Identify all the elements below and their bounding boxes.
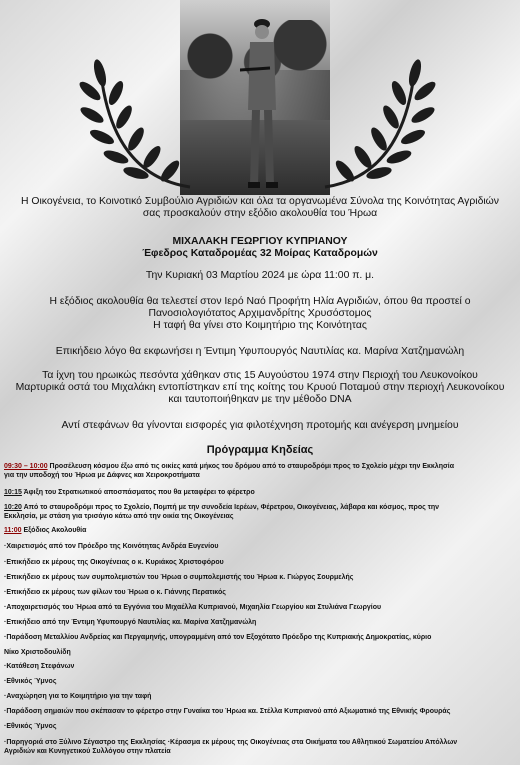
program-item: ·Παράδοση σημαιών που σκέπασαν το φέρετρο στην Γυναίκα του Ήρωα κα. Στέλλα Κυπριανού από Αξιωματικό της Εθνικής Φρουράς [4, 708, 451, 715]
program-item: ·Παράδοση Μεταλλίου Ανδρείας και Περγαμηνής, υπογραμμένη από τον Εξοχότατο Πρόεδρο της Κυπριακής Δημοκρατίας, κύριο Νίκο Χριστοδουλίδη [4, 634, 432, 656]
program-item: ·Χαιρετισμός από τον Πρόεδρο της Κοινότητας Ανδρέα Ευγενίου [4, 543, 219, 550]
hero-rank: Έφεδρος Καταδρομέας 32 Μοίρας Καταδρομών [142, 248, 378, 259]
program-item: ·Επικήδειο εκ μέρους των φίλων του Ήρωα ο κ. Γιάννης Περατικός [4, 589, 226, 596]
program-item: ·Εθνικός Ύμνος [4, 723, 57, 730]
program-item: 10:20 Από το σταυροδρόμι προς το Σχολείο, Πομπή με την συνοδεία Ιερέων, Φέρετρου, Οικογένειας, λάβαρα και κόσμος, προς την Εκκλησία, με στάση για τρισάγιο κάτω από την οικία της Οικογένειας [4, 504, 440, 520]
laurel-left-icon [70, 55, 200, 195]
eulogy-line: Επικήδειο λόγο θα εκφωνήσει η Έντιμη Υφυπουργός Ναυτιλίας κα. Μαρίνα Χατζημανώλη [55, 346, 465, 357]
program-item: 10:15 Άφιξη του Στρατιωτικού αποσπάσματος που θα μεταφέρει το φέρετρο [4, 489, 255, 496]
program-item: ·Παρηγοριά στο Ξύλινο Σέγαστρο της Εκκλησίας ·Κέρασμα εκ μέρους της Οικογένειας στα Οικήματα του Αθλητικού Σωματείου Απόλλων Αγριδιών και Κυνηγετικού Συλλόγου στην πλατεία [4, 739, 458, 755]
invitation-line-2: σας προσκαλούν στην εξόδιο ακολουθία του Ήρωα [142, 208, 378, 219]
date-line: Την Κυριακή 03 Μαρτίου 2024 με ώρα 11:00 π. μ. [145, 270, 375, 281]
program-item: ·Επικήδειο εκ μέρους των συμπολεμιστών του Ήρωα ο συμπολεμιστής του Ήρωα κ. Γιώργος Σουρμελής [4, 574, 354, 581]
wreaths-line: Αντί στεφάνων θα γίνονται εισφορές για φιλοτέχνηση προτομής και ανέγερση μνημείου [61, 420, 459, 431]
program-item: 09:30 – 10:00 Προσέλευση κόσμου έξω από τις οικίες κατά μήκος του δρόμου από το σταυροδρόμι προς το Σχολείο μέχρι την Εκκλησία για την υποδοχή του Ήρωα με Δάφνες και Χειροκροτήματα [4, 463, 455, 479]
history-line-3: και ταυτοποιήθηκαν με την μέθοδο DNA [168, 394, 352, 405]
service-line-2: Πανοσιολογιότατος Αρχιμανδρίτης Χρυσόστομος [148, 308, 372, 319]
program-item: ·Επικήδειο από την Έντιμη Υφυπουργό Ναυτιλίας κα. Μαρίνα Χατζημανώλη [4, 619, 257, 626]
program-item: ·Αποχαιρετισμός του Ήρωα από τα Εγγόνια του Μιχαέλλα Κυπριανού, Μιχαηλία Γεωργίου και Στυλιάνα Γεωργίου [4, 604, 382, 611]
program-item: 11:00 Εξόδιος Ακολουθία [4, 527, 87, 534]
program-title: Πρόγραμμα Κηδείας [206, 444, 314, 456]
service-line-1: Η εξόδιος ακολουθία θα τελεστεί στον Ιερό Ναό Προφήτη Ηλία Αγριδιών, όπου θα προστεί ο [49, 296, 471, 307]
soldier-figure [240, 10, 280, 190]
program-item: ·Κατάθεση Στεφάνων [4, 663, 75, 670]
laurel-right-icon [315, 55, 445, 195]
service-line-3: Η ταφή θα γίνει στο Κοιμητήριο της Κοινότητας [153, 320, 367, 331]
invitation-line-1: Η Οικογένεια, το Κοινοτικό Συμβούλιο Αγριδιών και όλα τα οργανωμένα Σύνολα της Κοινότητας Αγριδιών [20, 196, 499, 207]
hero-name: ΜΙΧΑΛΑΚΗ ΓΕΩΡΓΙΟΥ ΚΥΠΡΙΑΝΟΥ [172, 236, 348, 247]
history-line-1: Τα ίχνη του ηρωικώς πεσόντα χάθηκαν στις 15 Αυγούστου 1974 στην Περιοχή του Λευκονοίκου [42, 370, 478, 381]
hero-photo [180, 0, 330, 195]
history-line-2: Μαρτυρικά οστά του Μιχαλάκη εντοπίστηκαν επί της κοίτης του Κρυού Ποταμού στην περιοχή Λευκονοίκου [15, 382, 505, 393]
program-item: ·Αναχώρηση για το Κοιμητήριο για την ταφή [4, 693, 152, 700]
program-item: ·Εθνικός Ύμνος [4, 678, 57, 685]
program-item: ·Επικήδειο εκ μέρους της Οικογένειας ο κ. Κυριάκος Χριστοφόρου [4, 559, 224, 566]
